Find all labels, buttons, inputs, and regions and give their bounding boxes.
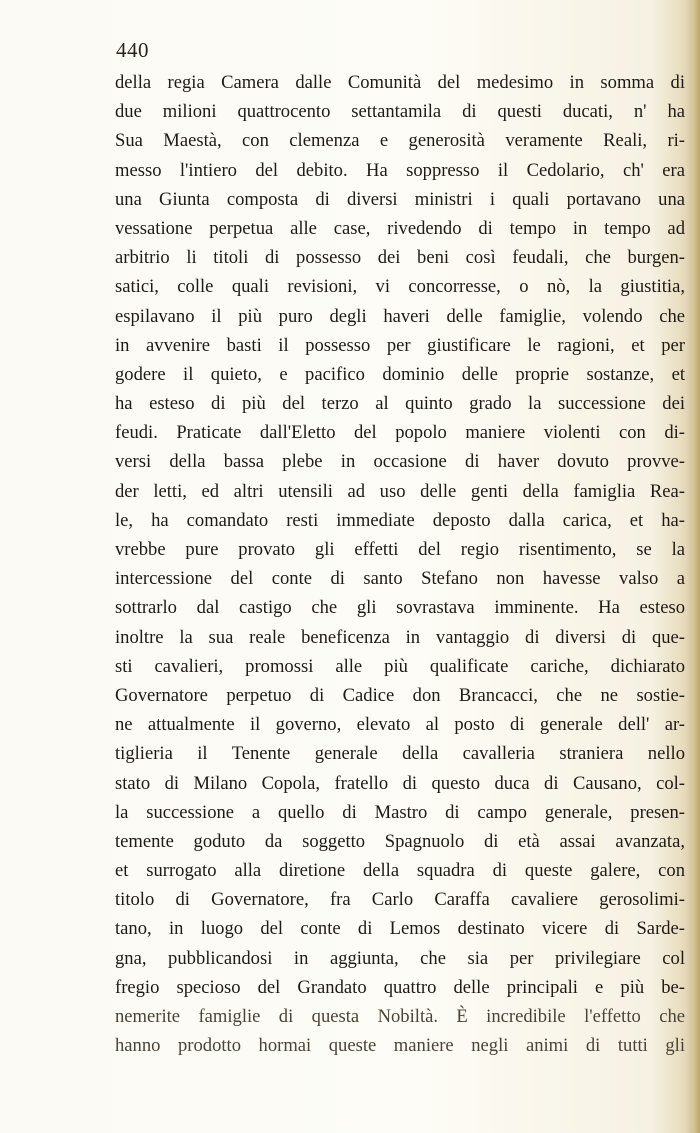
text-line: le, ha comandato resti immediate deposto dalla carica, et ha- (115, 509, 685, 531)
text-line: hanno prodotto hormai queste maniere negli animi di tutti gli (115, 1035, 685, 1057)
text-line: in avvenire basti il possesso per giustificare le ragioni, et per (115, 334, 685, 356)
text-line: espilavano il più puro degli haveri delle famiglie, volendo che (115, 305, 685, 327)
body-text (115, 68, 685, 1060)
page-edge-shadow (686, 0, 700, 1133)
text-line: messo l'intiero del debito. Ha soppresso il Cedolario, ch' era (115, 159, 685, 181)
text-line: feudi. Praticate dall'Eletto del popolo maniere violenti con di- (115, 422, 685, 444)
text-line: ne attualmente il governo, elevato al posto di generale dell' ar- (115, 714, 685, 736)
text-line: sottrarlo dal castigo che gli sovrastava imminente. Ha esteso (115, 597, 685, 619)
page-number: 440 (116, 38, 149, 62)
text-line: Sua Maestà, con clemenza e generosità veramente Reali, ri- (115, 130, 685, 152)
text-line: tano, in luogo del conte di Lemos destinato vicere di Sarde- (115, 918, 685, 940)
text-line: sti cavalieri, promossi alle più qualificate cariche, dichiarato (115, 655, 685, 677)
text-line: vessatione perpetua alle case, rivedendo di tempo in tempo ad (115, 217, 685, 239)
text-line: due milioni quattrocento settantamila di questi ducati, n' ha (115, 101, 685, 123)
text-line: inoltre la sua reale beneficenza in vantaggio di diversi di que- (115, 626, 685, 648)
text-line: una Giunta composta di diversi ministri i quali portavano una (115, 188, 685, 210)
text-line: gna, pubblicandosi in aggiunta, che sia per privilegiare col (115, 947, 685, 969)
text-line: stato di Milano Copola, fratello di questo duca di Causano, col- (115, 772, 685, 794)
text-line: Governatore perpetuo di Cadice don Brancacci, che ne sostie- (115, 684, 685, 706)
text-line: satici, colle quali revisioni, vi concorresse, o nò, la giustitia, (115, 276, 685, 298)
text-line: nemerite famiglie di questa Nobiltà. È incredibile l'effetto che (115, 1006, 685, 1027)
text-line: arbitrio li titoli di possesso dei beni così feudali, che burgen- (115, 247, 685, 269)
text-line: godere il quieto, e pacifico dominio delle proprie sostanze, et (115, 363, 685, 385)
text-line: ha esteso di più del terzo al quinto grado la successione dei (115, 393, 685, 415)
text-line: della regia Camera dalle Comunità del medesimo in somma di (115, 72, 685, 93)
text-line: et surrogato alla diretione della squadra di queste galere, con (115, 860, 685, 882)
text-line: fregio specioso del Grandato quattro delle principali e più be- (115, 976, 685, 998)
text-line: der letti, ed altri utensili ad uso delle genti della famiglia Rea- (115, 480, 685, 502)
text-line: la successione a quello di Mastro di campo generale, presen- (115, 801, 685, 823)
text-line: versi della bassa plebe in occasione di haver dovuto provve- (115, 451, 685, 473)
text-line: vrebbe pure provato gli effetti del regio risentimento, se la (115, 539, 685, 560)
text-line: temente goduto da soggetto Spagnuolo di età assai avanzata, (115, 830, 685, 852)
text-line: tiglieria il Tenente generale della cavalleria straniera nello (115, 743, 685, 765)
text-line: intercessione del conte di santo Stefano non havesse valso a (115, 568, 685, 590)
text-line: titolo di Governatore, fra Carlo Caraffa cavaliere gerosolimi- (115, 889, 685, 911)
